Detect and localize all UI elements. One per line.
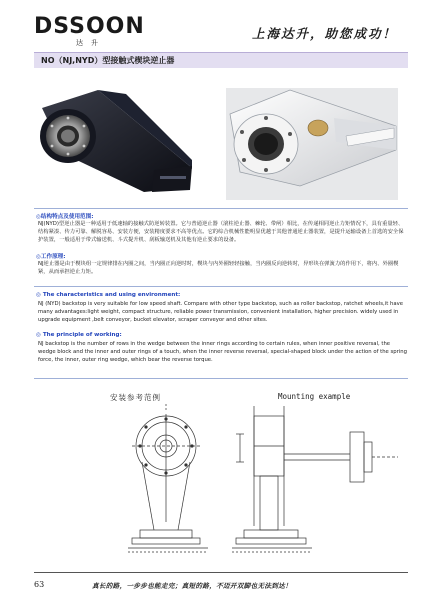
- principle-en-body: NJ backstop is the number of rows in the wedge between the inner rings according to certain rules, when inner positive reversal, the wedge block and the inner and outer rings of a touch, when the inner reverse reversal, special-shaped block under the action of the spring force, the inner, outer ring wedge, which bear the reverse torque.: [38, 341, 407, 363]
- dssoon-logo: [34, 14, 152, 48]
- section-divider: [34, 208, 408, 209]
- header-slogan: 上海达升，助您成功！: [252, 26, 398, 41]
- principle-cn-body: NJ逆止器是由于楔块组一定规律排在内圈之间，当内圈正向逆时时，楔块与内外圈轻轻接触，当内圈反向逆转时，异形块在弹簧力的作用下，将内、外圈楔紧，从而承担逆止力矩。: [38, 261, 399, 275]
- logo-chinese-mark: 达升: [76, 39, 106, 47]
- mounting-side-drawing: [232, 402, 400, 562]
- footer-slogan: 真长的路，一步步也能走完；真短的路，不迈开双脚也无法到达！: [92, 582, 292, 590]
- structure-en-heading: ◎ The characteristics and using environment:: [36, 292, 181, 298]
- backstop-photo-white: [226, 88, 398, 200]
- mounting-label-cn: 安装参考范例: [110, 393, 161, 402]
- footer-rule: [34, 572, 408, 573]
- structure-cn-body: NJ(NYD)型逆止器是一种适用于低速轴的接触式防逆转装置。它与普通逆止器（滚柱逆止器、棘轮、带闸）相比，在传递相同逆止力矩情况下，具有重量轻、结构紧凑、传力可靠、解脱容易、安装方便，安装精度要求不高等优点。它的综合机械性能明显优越于其他普通逆止器装置，是提升运输设备上首选的安全保护装置，一般适用于带式输送机、斗式提升机、刮板输送机及其他有逆止要求的设备。: [38, 221, 404, 243]
- structure-cn-heading: ◎结构特点及使用范围:: [36, 214, 94, 220]
- page-number: 63: [34, 580, 45, 589]
- principle-en-heading: ◎ The principle of working:: [36, 332, 122, 338]
- logo-wordmark: DSSOON: [34, 14, 145, 39]
- principle-cn-heading: ◎工作原理:: [36, 254, 66, 260]
- backstop-photo-dark: [34, 80, 194, 200]
- mounting-label-en: Mounting example: [278, 392, 351, 401]
- mounting-front-drawing: [128, 402, 248, 562]
- structure-en-body: NJ (NYD) backstop is very suitable for low speed shaft. Compare with other type backstop, such as roller backstop, ratchet wheels,it have many advantages:light weight, compact structure, reliable power transmission, convenient installation, higher precision. widely used in upgrade equipment ,belt conveyor, bucket elevator, scraper conveyor and other sites.: [38, 301, 403, 323]
- section-divider: [34, 378, 408, 379]
- product-title: NO（NJ,NYD）型接触式楔块逆止器: [41, 56, 175, 65]
- product-title-bar: [34, 52, 408, 68]
- section-divider: [34, 286, 408, 287]
